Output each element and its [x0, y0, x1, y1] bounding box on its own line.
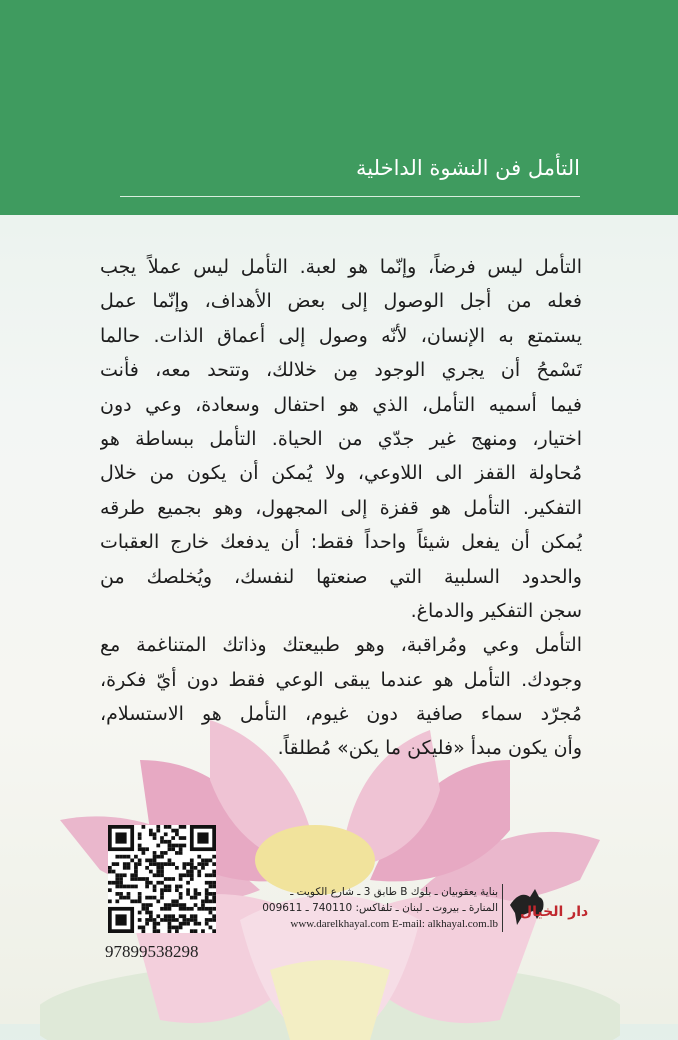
blurb-line: مُجرّد سماء صافية دون غيوم، التأمل هو الاستسلام،	[100, 703, 582, 726]
publisher-address	[262, 884, 503, 932]
blurb-line: يُمكن أن يفعل شيئاً واحداً فقط: أن يدفعك خارج العقبات	[100, 531, 582, 554]
blurb-line: فيما أسميه التأمل، الذي هو احتفال وسعادة، وعي دون	[100, 393, 582, 416]
blurb-line: التفكير. التأمل هو قفزة إلى المجهول، وهو بجميع طرقه	[100, 496, 582, 519]
publisher-logo-text: دار الخيال	[520, 904, 589, 920]
blurb-line: وأن يكون مبدأ «فليكن ما يكن» مُطلقاً.	[277, 737, 582, 760]
address-line-1: بناية يعقوبيان ـ بلوك B طابق 3 ـ شارع الكويت ـ	[290, 886, 498, 898]
blurb-line: التأمل ليس فرضاً، وإنّما هو لعبة. التأمل ليس عملاً يجب	[100, 256, 582, 278]
isbn-number: 97899538298	[105, 942, 199, 961]
blurb-line: مُحاولة القفز الى اللاوعي، ولا يُمكن أن يكون من خلال	[100, 462, 582, 485]
blurb-text	[100, 250, 582, 766]
publisher-web-email: www.darelkhayal.com E-mail: alkhayal.com.lb	[290, 918, 498, 930]
title-divider	[120, 196, 580, 197]
book-title: التأمل فن النشوة الداخلية	[356, 156, 580, 180]
blurb-line: وجودك. التأمل هو عندما يبقى الوعي فقط دون أيّ فكرة،	[100, 668, 582, 691]
blurb-line: فعله من أجل الوصول إلى بعض الأهداف، وإنّما عمل	[100, 290, 582, 313]
blurb-line: والحدود السلبية التي صنعتها لنفسك، ويُخلصك من	[100, 565, 582, 588]
blurb-line: تَسْمحُ أن يجري الوجود مِن خلالك، وتتحد معه، فأنت	[100, 359, 582, 382]
blurb-line: سجن التفكير والدماغ.	[410, 599, 582, 622]
qr-code[interactable]	[108, 825, 216, 933]
cover-header-band	[0, 0, 678, 215]
blurb-line: التأمل وعي ومُراقبة، وهو طبيعتك وذاتك المتناغمة مع	[100, 634, 582, 657]
address-line-2: المنارة ـ بيروت ـ لبنان ـ تلفاكس: 740110 ـ 009611	[262, 902, 498, 914]
blurb-line: اختيار، ومنهج غير جدّي من الحياة. التأمل ببساطة هو	[100, 427, 582, 450]
blurb-line: يستمتع به الإنسان، لأنّه وصول إلى أعماق الذات. حالما	[100, 324, 582, 347]
